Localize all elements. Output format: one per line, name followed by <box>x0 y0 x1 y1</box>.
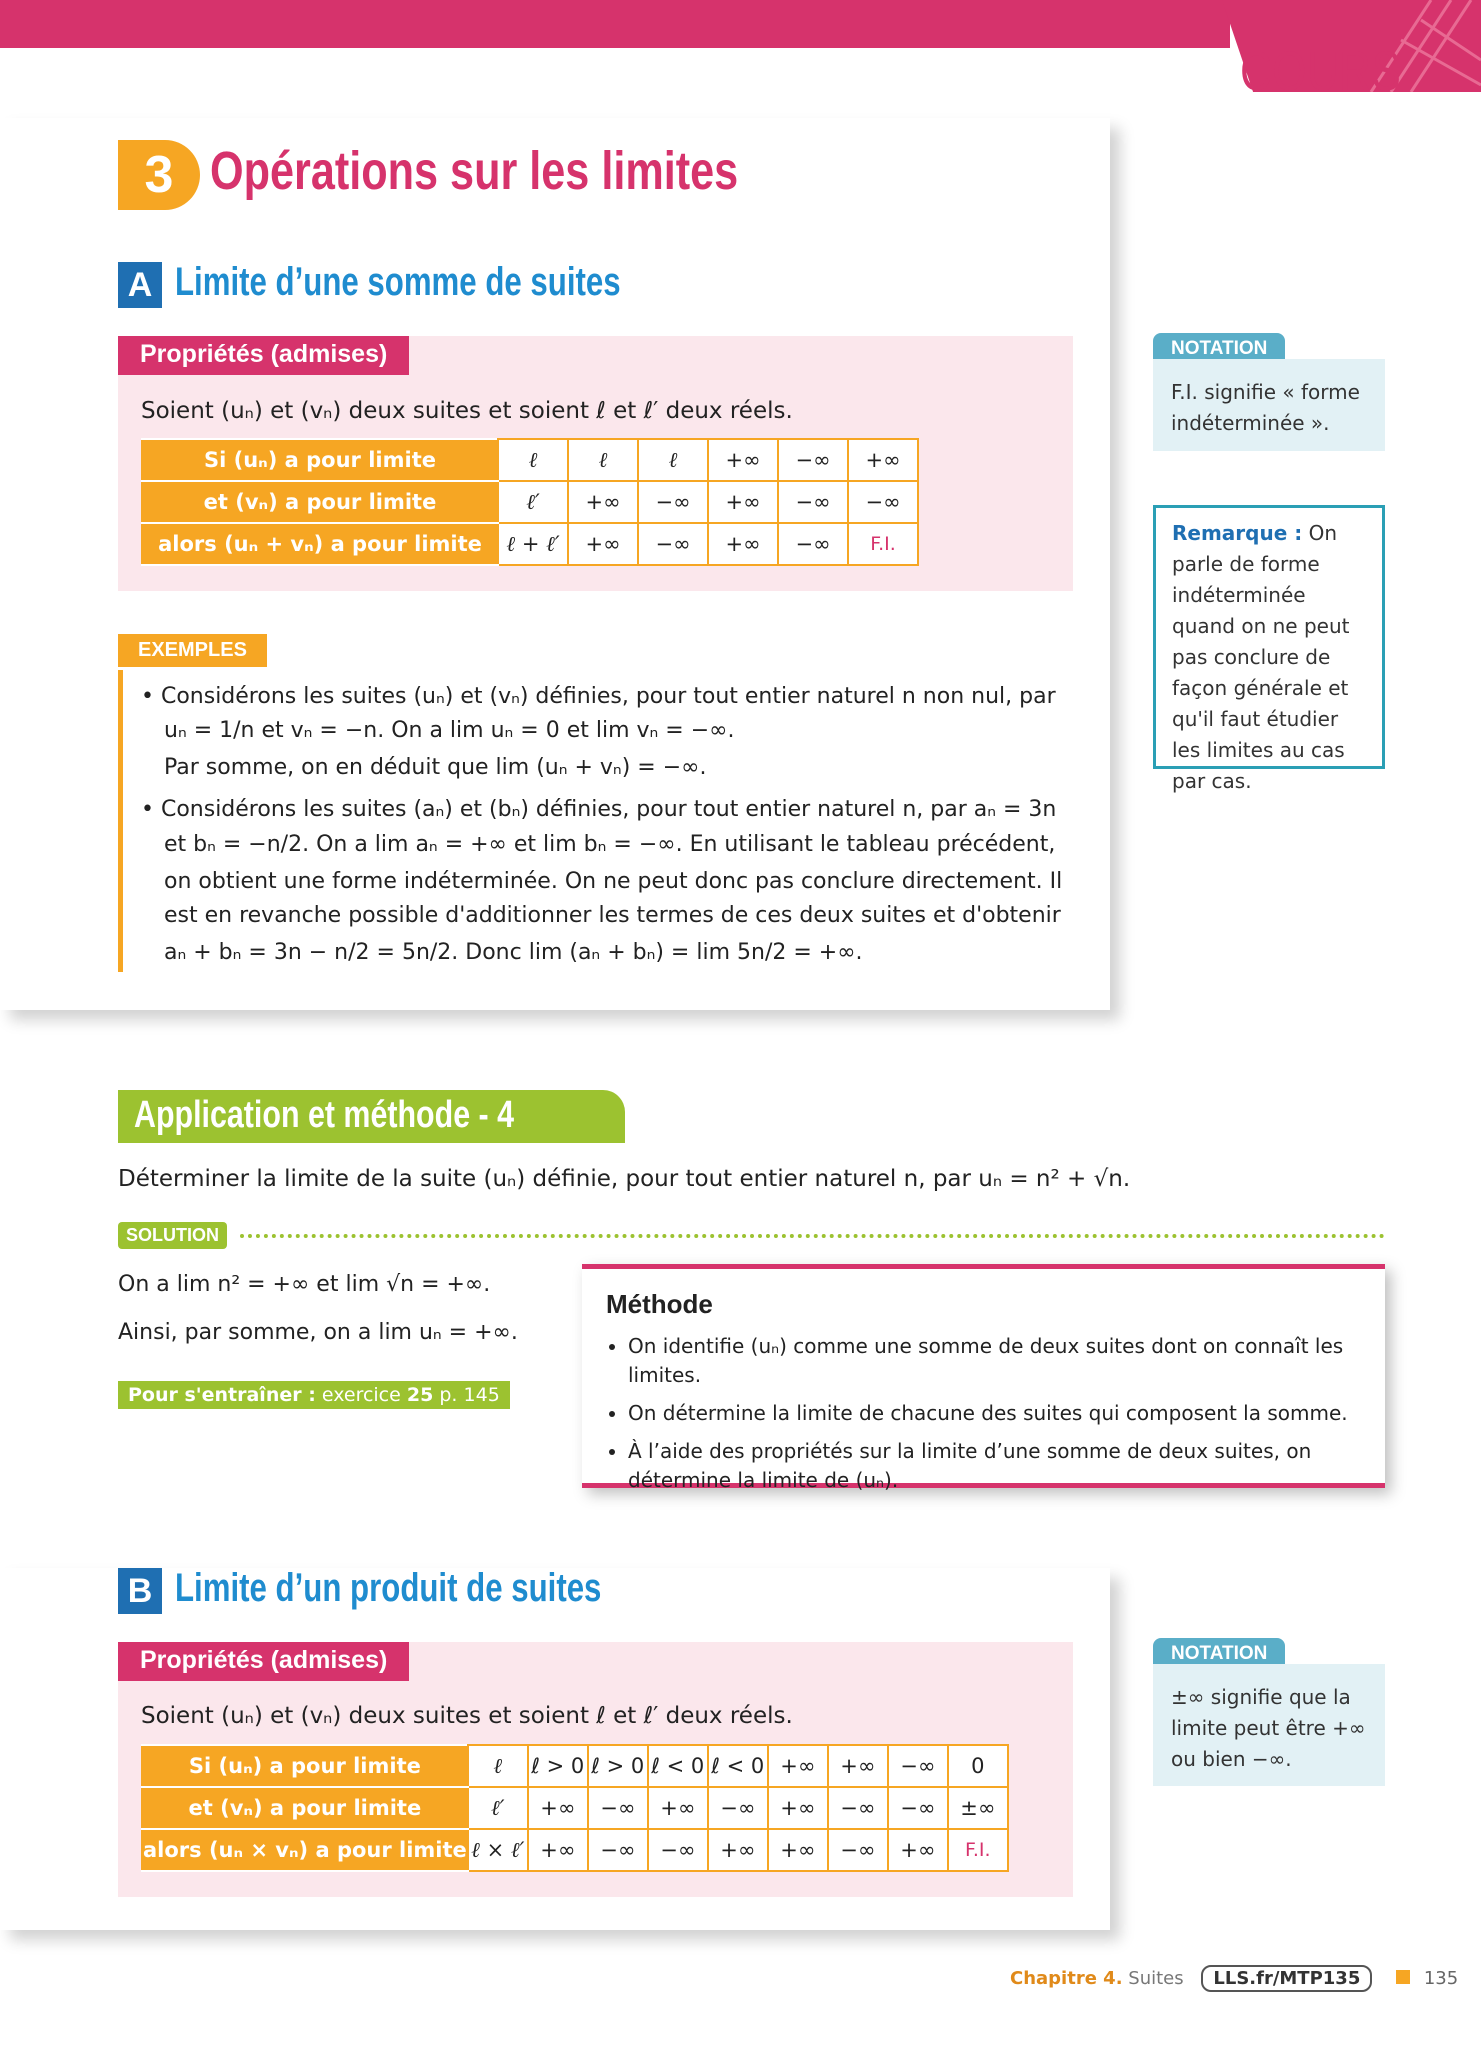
table-cell: ℓ <box>498 439 568 481</box>
page-number: 135 <box>1423 1968 1459 1989</box>
table-cell: −∞ <box>888 1745 948 1787</box>
table-cell: ℓ <box>468 1745 528 1787</box>
product-limits-table <box>141 1744 1009 1872</box>
table-cell: ℓ <box>638 439 708 481</box>
table-cell: −∞ <box>638 481 708 523</box>
table-cell: +∞ <box>568 523 638 565</box>
footer-link[interactable]: LLS.fr/MTP135 <box>1201 1965 1372 1992</box>
table-cell: F.I. <box>848 523 918 565</box>
footer-chapter-name: Suites <box>1128 1968 1184 1989</box>
table-row <box>142 523 918 565</box>
table-cell: ℓ < 0 <box>708 1745 768 1787</box>
properties-intro-b: Soient (uₙ) et (vₙ) deux suites et soient ℓ et ℓ′ deux réels. <box>141 1703 793 1729</box>
table-cell: −∞ <box>888 1787 948 1829</box>
row-header: et (vₙ) a pour limite <box>142 1787 468 1829</box>
example-line: aₙ + bₙ = 3n − n/2 = 5n/2. Donc lim (aₙ + bₙ) = lim 5n/2 = +∞. <box>164 940 863 965</box>
table-cell: +∞ <box>528 1829 588 1871</box>
table-cell: +∞ <box>708 523 778 565</box>
remark-box <box>1153 505 1385 793</box>
cours-label: COURS <box>1240 39 1402 102</box>
table-cell: −∞ <box>828 1829 888 1871</box>
section-title: Opérations sur les limites <box>210 141 739 201</box>
example-line: Par somme, on en déduit que lim (uₙ + vₙ) = −∞. <box>164 755 707 780</box>
section-number: 3 <box>118 140 200 210</box>
method-title: Méthode <box>606 1289 713 1319</box>
row-header: Si (uₙ) a pour limite <box>142 1745 468 1787</box>
example-line: uₙ = 1/n et vₙ = −n. On a lim uₙ = 0 et lim vₙ = −∞. <box>164 718 735 743</box>
table-cell: −∞ <box>708 1787 768 1829</box>
example-line: • Considérons les suites (aₙ) et (bₙ) définies, pour tout entier naturel n, par aₙ = 3n <box>141 797 1057 822</box>
table-cell: −∞ <box>778 439 848 481</box>
table-cell: −∞ <box>828 1787 888 1829</box>
table-cell: ℓ′ <box>468 1787 528 1829</box>
header-band <box>0 0 1230 48</box>
solution-divider <box>240 1234 1385 1238</box>
table-cell: +∞ <box>528 1787 588 1829</box>
table-cell: −∞ <box>778 481 848 523</box>
properties-label-b: Propriétés (admises) <box>118 1642 409 1681</box>
table-cell: ℓ × ℓ′ <box>468 1829 528 1871</box>
table-cell: ℓ′ <box>498 481 568 523</box>
table-cell: +∞ <box>848 439 918 481</box>
table-cell: ℓ < 0 <box>648 1745 708 1787</box>
method-item: • On détermine la limite de chacune des suites qui composent la somme. <box>628 1399 1361 1428</box>
table-row <box>142 481 918 523</box>
example-line: est en revanche possible d'additionner les termes de ces deux suites et d'obtenir <box>164 903 1061 928</box>
table-cell: −∞ <box>778 523 848 565</box>
method-item: • À l’aide des propriétés sur la limite d’une somme de deux suites, on détermine la limite de (uₙ). <box>628 1437 1361 1495</box>
notation-label-1: NOTATION <box>1153 333 1285 365</box>
footer-square-icon <box>1396 1970 1410 1984</box>
table-cell: +∞ <box>708 1829 768 1871</box>
examples-bar <box>118 670 123 972</box>
subsection-title-b: Limite d’un produit de suites <box>175 1566 602 1610</box>
table-cell: 0 <box>948 1745 1008 1787</box>
remark-title: Remarque : <box>1172 521 1303 545</box>
notation-label-2: NOTATION <box>1153 1638 1285 1670</box>
properties-intro-a: Soient (uₙ) et (vₙ) deux suites et soient ℓ et ℓ′ deux réels. <box>141 398 793 424</box>
example-line: et bₙ = −n/2. On a lim aₙ = +∞ et lim bₙ = −∞. En utilisant le tableau précédent, <box>164 832 1056 857</box>
row-header: et (vₙ) a pour limite <box>142 481 498 523</box>
table-cell: ±∞ <box>948 1787 1008 1829</box>
table-cell: +∞ <box>768 1787 828 1829</box>
table-cell: +∞ <box>768 1829 828 1871</box>
row-header: alors (uₙ + vₙ) a pour limite <box>142 523 498 565</box>
table-row <box>142 1829 1008 1871</box>
table-row <box>142 1745 1008 1787</box>
table-cell: +∞ <box>708 439 778 481</box>
method-item: • On identifie (uₙ) comme une somme de deux suites dont on connaît les limites. <box>628 1332 1361 1390</box>
table-cell: ℓ <box>568 439 638 481</box>
table-cell: +∞ <box>768 1745 828 1787</box>
examples-label: EXEMPLES <box>118 634 267 667</box>
subsection-letter-b: B <box>118 1568 162 1614</box>
row-header: Si (uₙ) a pour limite <box>142 439 498 481</box>
subsection-title-a: Limite d’une somme de suites <box>175 260 621 304</box>
table-cell: +∞ <box>828 1745 888 1787</box>
properties-label-a: Propriétés (admises) <box>118 336 409 375</box>
example-line: on obtient une forme indéterminée. On ne peut donc pas conclure directement. Il <box>164 869 1063 894</box>
subsection-letter-a: A <box>118 262 162 308</box>
table-cell: +∞ <box>648 1787 708 1829</box>
table-row <box>142 1787 1008 1829</box>
table-cell: −∞ <box>588 1787 648 1829</box>
solution-line: On a lim n² = +∞ et lim √n = +∞. <box>118 1272 491 1297</box>
table-cell: ℓ > 0 <box>528 1745 588 1787</box>
solution-line: Ainsi, par somme, on a lim uₙ = +∞. <box>118 1320 518 1345</box>
table-cell: −∞ <box>648 1829 708 1871</box>
table-cell: −∞ <box>588 1829 648 1871</box>
table-cell: ℓ > 0 <box>588 1745 648 1787</box>
sum-limits-table <box>141 438 919 566</box>
practice-link[interactable]: Pour s'entraîner : exercice 25 p. 145 <box>118 1381 510 1409</box>
application-statement: Déterminer la limite de la suite (uₙ) définie, pour tout entier naturel n, par uₙ = n² + √n. <box>118 1166 1131 1192</box>
table-cell: −∞ <box>848 481 918 523</box>
table-cell: −∞ <box>638 523 708 565</box>
table-cell: +∞ <box>568 481 638 523</box>
footer-chapter: Chapitre 4. <box>1010 1968 1123 1989</box>
solution-label: SOLUTION <box>118 1222 227 1249</box>
notation-box-1: F.I. signifie « forme indéterminée ». <box>1153 359 1385 451</box>
table-cell: +∞ <box>888 1829 948 1871</box>
table-row <box>142 439 918 481</box>
application-title: Application et méthode - 4 <box>118 1090 625 1143</box>
table-cell: F.I. <box>948 1829 1008 1871</box>
page-footer <box>1010 1968 1458 1989</box>
example-line: • Considérons les suites (uₙ) et (vₙ) définies, pour tout entier naturel n non nul, par <box>141 684 1056 709</box>
remark-text: On parle de forme indéterminée quand on ne peut pas conclure de façon générale et qu'il faut étudier les limites au cas par cas. <box>1172 521 1350 793</box>
method-box <box>582 1264 1385 1492</box>
row-header: alors (uₙ × vₙ) a pour limite <box>142 1829 468 1871</box>
notation-box-2: ±∞ signifie que la limite peut être +∞ ou bien −∞. <box>1153 1664 1385 1786</box>
table-cell: +∞ <box>708 481 778 523</box>
table-cell: ℓ + ℓ′ <box>498 523 568 565</box>
